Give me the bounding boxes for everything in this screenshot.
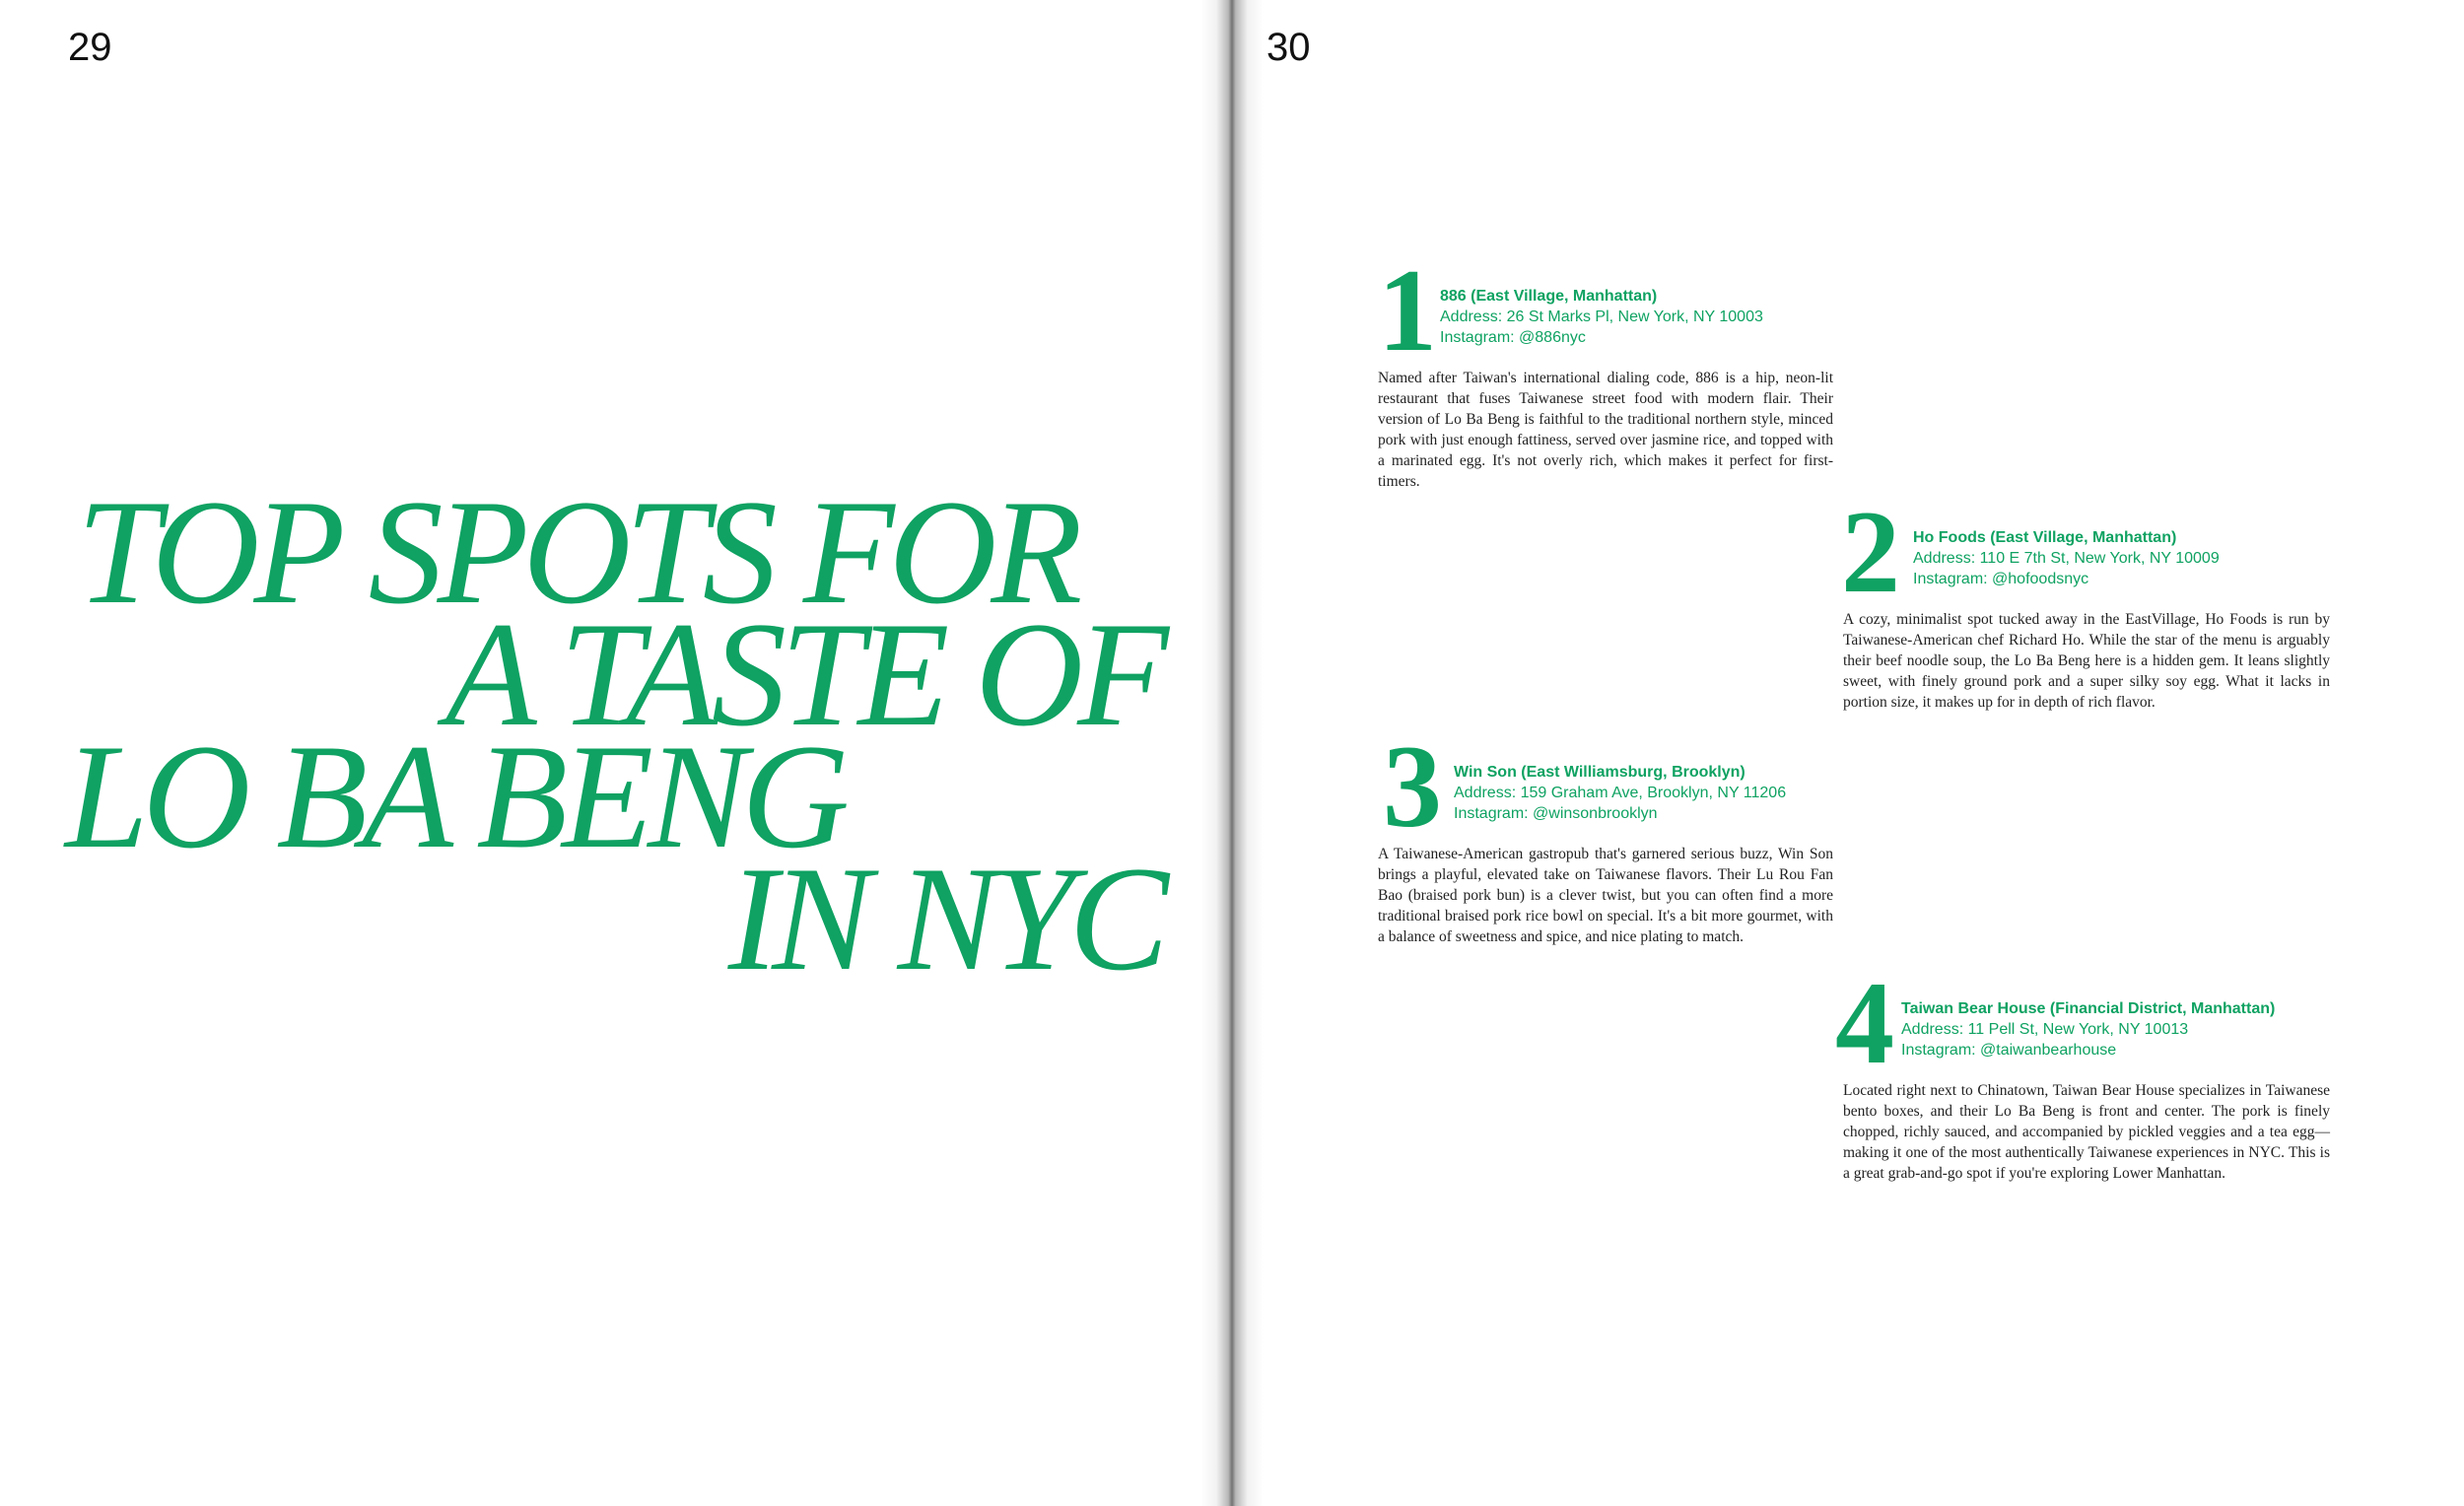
- venue-description: A Taiwanese-American gastropub that's garnered serious buzz, Win Son brings a playful, elevated take on Taiwanese flavors. Their Lu Rou Fan Bao (braised pork bun) is a clever twist, but you can often find a more traditional braised pork rice bowl on special. It's a bit more gourmet, with a balance of sweetness and spice, and nice plating to match.: [1378, 846, 1833, 945]
- venue-name: 886 (East Village, Manhattan): [1440, 288, 1658, 305]
- venue-instagram: Instagram: @hofoodsnyc: [1913, 571, 2089, 587]
- headline-line-3: LO BA BENG: [65, 714, 845, 879]
- headline-line-4: IN NYC: [727, 836, 1163, 1001]
- left-page-number: 29: [68, 26, 112, 69]
- venue-description: Located right next to Chinatown, Taiwan Bear House specializes in Taiwanese bento boxes, and their Lo Ba Beng is front and center. The pork is finely chopped, richly sauced, and accompanied by pickled veggies and a tea egg—making it one of the most authentically Taiwanese experiences in NYC. This is a great grab-and-go spot if you're exploring Lower Manhattan.: [1843, 1082, 2330, 1182]
- venue-description: A cozy, minimalist spot tucked away in the EastVillage, Ho Foods is run by Taiwanese-American chef Richard Ho. While the star of the menu is arguably their beef noodle soup, the Lo Ba Beng here is a hidden gem. It leans slightly sweet, with finely ground pork and a super silky soy egg. What it lacks in portion size, it makes up for in depth of rich flavor.: [1843, 611, 2330, 711]
- venue-name: Win Son (East Williamsburg, Brooklyn): [1454, 764, 1745, 781]
- venue-instagram: Instagram: @886nyc: [1440, 329, 1586, 346]
- venue-address: Address: 11 Pell St, New York, NY 10013: [1901, 1021, 2189, 1038]
- venue-description: Named after Taiwan's international dialing code, 886 is a hip, neon-lit restaurant that fuses Taiwanese street food with modern flair. Their version of Lo Ba Beng is faithful to the traditional northern style, minced pork with just enough fattiness, served over jasmine rice, and topped with a marinated egg. It's not overly rich, which makes it perfect for first-timers.: [1378, 370, 1833, 490]
- entry-number: 4: [1835, 957, 1894, 1088]
- venue-address: Address: 110 E 7th St, New York, NY 10009: [1913, 550, 2220, 567]
- venue-instagram: Instagram: @winsonbrooklyn: [1454, 805, 1658, 822]
- right-page-number: 30: [1266, 26, 1311, 69]
- venue-name: Taiwan Bear House (Financial District, Manhattan): [1901, 1000, 2276, 1017]
- venue-name: Ho Foods (East Village, Manhattan): [1913, 529, 2177, 546]
- entry-number: 2: [1841, 486, 1900, 617]
- right-page: [1232, 0, 2464, 1506]
- entry-header: [1913, 527, 2220, 589]
- headline-line-1: TOP SPOTS FOR: [77, 469, 1077, 635]
- entry-header: [1901, 998, 2275, 1061]
- venue-instagram: Instagram: @taiwanbearhouse: [1901, 1042, 2117, 1059]
- headline-line-2: A TASTE OF: [445, 591, 1163, 757]
- venue-address: Address: 159 Graham Ave, Brooklyn, NY 11206: [1454, 785, 1787, 801]
- venue-address: Address: 26 St Marks Pl, New York, NY 10003: [1440, 308, 1763, 325]
- entry-header: [1454, 762, 1786, 824]
- entry-header: [1440, 286, 1763, 348]
- entry-number: 3: [1383, 720, 1442, 852]
- entry-number: 1: [1378, 244, 1437, 376]
